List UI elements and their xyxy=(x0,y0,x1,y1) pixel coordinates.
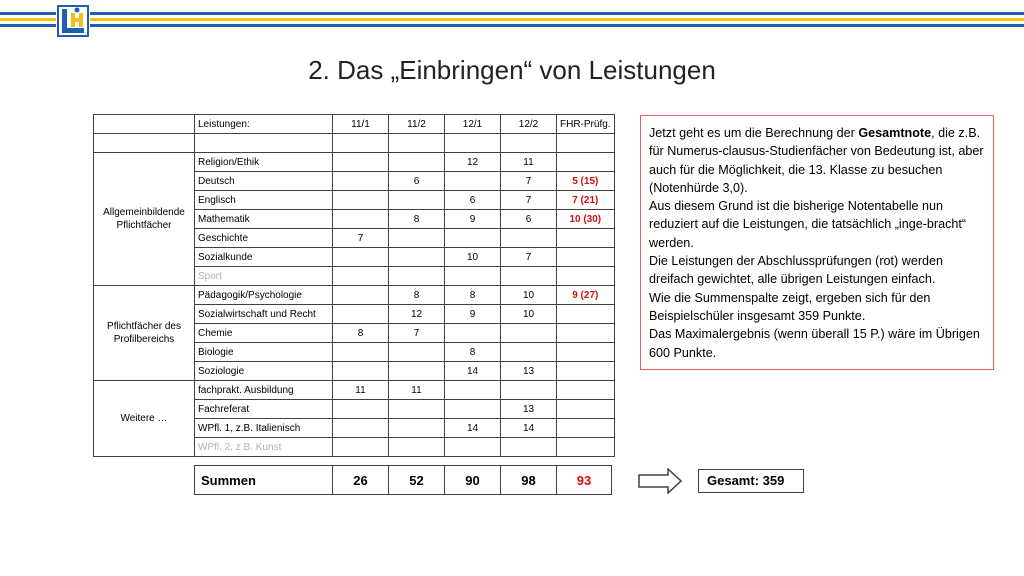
empty-cell xyxy=(333,134,389,153)
score-cell: 10 xyxy=(445,248,501,267)
subject-label: WPfl. 2, z.B. Kunst xyxy=(195,438,333,457)
subject-label: Sozialwirtschaft und Recht xyxy=(195,305,333,324)
fhr-score-cell: 10 (30) xyxy=(557,210,615,229)
column-header: 12/1 xyxy=(445,115,501,134)
score-cell: 8 xyxy=(333,324,389,343)
score-cell: 6 xyxy=(389,172,445,191)
score-cell xyxy=(445,172,501,191)
score-cell xyxy=(333,191,389,210)
score-cell xyxy=(333,172,389,191)
score-cell xyxy=(389,191,445,210)
score-cell: 9 xyxy=(445,210,501,229)
score-cell xyxy=(333,210,389,229)
page-title: 2. Das „Einbringen“ von Leistungen xyxy=(308,55,716,85)
score-cell xyxy=(501,267,557,286)
score-cell xyxy=(389,229,445,248)
explanation-box xyxy=(640,115,994,370)
score-cell: 7 xyxy=(333,229,389,248)
subject-label: Chemie xyxy=(195,324,333,343)
school-logo xyxy=(56,4,90,38)
summen-value: 26 xyxy=(333,466,389,495)
score-cell: 14 xyxy=(445,362,501,381)
explanation-text: Das Maximalergebnis (wenn überall 15 P.) wäre im Übrigen 600 Punkte. xyxy=(649,327,980,360)
column-header: FHR-Prüfg. xyxy=(557,115,615,134)
score-cell: 9 xyxy=(445,305,501,324)
right-arrow-icon xyxy=(638,468,682,494)
summen-label: Summen xyxy=(195,466,333,495)
score-cell: 10 xyxy=(501,305,557,324)
score-cell: 6 xyxy=(501,210,557,229)
score-cell: 7 xyxy=(501,191,557,210)
score-cell xyxy=(333,362,389,381)
subject-label: fachprakt. Ausbildung xyxy=(195,381,333,400)
subject-label: Englisch xyxy=(195,191,333,210)
subject-label: Fachreferat xyxy=(195,400,333,419)
fhr-score-cell xyxy=(557,400,615,419)
score-cell xyxy=(445,324,501,343)
summen-value: 90 xyxy=(445,466,501,495)
score-cell: 12 xyxy=(445,153,501,172)
fhr-score-cell xyxy=(557,381,615,400)
group-label: Weitere … xyxy=(94,381,195,457)
fhr-score-cell: 5 (15) xyxy=(557,172,615,191)
score-cell xyxy=(333,438,389,457)
score-cell xyxy=(501,381,557,400)
score-cell xyxy=(445,267,501,286)
score-cell: 13 xyxy=(501,400,557,419)
subject-label: Pädagogik/Psychologie xyxy=(195,286,333,305)
score-cell xyxy=(501,324,557,343)
header-stripe-blue-bottom xyxy=(0,24,1024,27)
group-label: Allgemeinbildende Pflichtfächer xyxy=(94,153,195,286)
explanation-bold: Gesamtnote xyxy=(858,126,932,140)
score-cell xyxy=(501,438,557,457)
score-cell xyxy=(445,381,501,400)
score-cell: 14 xyxy=(445,419,501,438)
header-stripe-yellow xyxy=(0,18,1024,21)
score-cell xyxy=(333,400,389,419)
score-cell xyxy=(501,229,557,248)
fhr-score-cell xyxy=(557,438,615,457)
table-row xyxy=(94,286,615,305)
score-cell: 7 xyxy=(501,172,557,191)
fhr-score-cell xyxy=(557,229,615,248)
subject-label: Sport xyxy=(195,267,333,286)
empty-cell xyxy=(195,134,333,153)
subject-label: Sozialkunde xyxy=(195,248,333,267)
fhr-score-cell xyxy=(557,267,615,286)
summen-value: 98 xyxy=(501,466,557,495)
fhr-score-cell: 7 (21) xyxy=(557,191,615,210)
score-cell: 6 xyxy=(445,191,501,210)
score-cell xyxy=(389,248,445,267)
score-cell xyxy=(445,229,501,248)
score-cell: 14 xyxy=(501,419,557,438)
subject-label: Geschichte xyxy=(195,229,333,248)
table-blank-row xyxy=(94,134,615,153)
fhr-score-cell xyxy=(557,153,615,172)
score-cell xyxy=(501,343,557,362)
subject-label: Soziologie xyxy=(195,362,333,381)
score-cell: 8 xyxy=(389,286,445,305)
score-cell xyxy=(333,419,389,438)
score-cell xyxy=(333,286,389,305)
score-cell xyxy=(389,362,445,381)
explanation-text: Wie die Summenspalte zeigt, ergeben sich für den Beispielschüler insgesamt 359 Punkte. xyxy=(649,290,931,323)
score-cell: 11 xyxy=(389,381,445,400)
score-cell: 8 xyxy=(389,210,445,229)
table-row xyxy=(94,381,615,400)
summen-table xyxy=(194,465,612,495)
score-cell xyxy=(389,419,445,438)
table-row xyxy=(94,153,615,172)
fhr-score-cell xyxy=(557,419,615,438)
subject-label: WPfl. 1, z.B. Italienisch xyxy=(195,419,333,438)
empty-cell xyxy=(445,134,501,153)
empty-cell xyxy=(557,134,615,153)
fhr-score-cell: 9 (27) xyxy=(557,286,615,305)
subject-label: Mathematik xyxy=(195,210,333,229)
score-cell: 13 xyxy=(501,362,557,381)
explanation-text: Aus diesem Grund ist die bisherige Notentabelle nun reduziert auf die Leistungen, die tatsächlich „inge-bracht“ werden. xyxy=(649,199,967,250)
score-cell xyxy=(445,438,501,457)
subject-label: Biologie xyxy=(195,343,333,362)
explanation-text: Die Leistungen der Abschlussprüfungen (rot) werden dreifach gewichtet, alle übrigen Leistungen einfach. xyxy=(649,254,944,287)
score-cell: 10 xyxy=(501,286,557,305)
header-empty-cell xyxy=(94,115,195,134)
column-header: 12/2 xyxy=(501,115,557,134)
fhr-score-cell xyxy=(557,362,615,381)
score-cell xyxy=(333,305,389,324)
score-cell: 8 xyxy=(445,286,501,305)
explanation-text: , die z.B. für Numerus-clausus-Studienfächer von Bedeutung ist, aber auch für die Möglichkeit, die 13. Klasse zu besuchen (Notenhürde 3,0). xyxy=(649,126,984,195)
score-cell xyxy=(333,153,389,172)
summen-value-fhr: 93 xyxy=(557,466,612,495)
score-cell xyxy=(333,267,389,286)
empty-cell xyxy=(389,134,445,153)
fhr-score-cell xyxy=(557,324,615,343)
score-cell: 11 xyxy=(501,153,557,172)
score-cell: 7 xyxy=(501,248,557,267)
summen-row xyxy=(195,466,612,495)
subject-label: Religion/Ethik xyxy=(195,153,333,172)
empty-cell xyxy=(501,134,557,153)
subject-label: Deutsch xyxy=(195,172,333,191)
fhr-score-cell xyxy=(557,305,615,324)
score-cell xyxy=(333,343,389,362)
empty-cell xyxy=(94,134,195,153)
score-cell xyxy=(389,400,445,419)
table-header-row xyxy=(94,115,615,134)
explanation-text: Jetzt geht es um die Berechnung der xyxy=(649,126,859,140)
score-cell: 7 xyxy=(389,324,445,343)
header-stripe-blue-top xyxy=(0,12,1024,15)
leistungen-table xyxy=(93,114,615,457)
group-label: Pflichtfächer des Profilbereichs xyxy=(94,286,195,381)
header-label: Leistungen: xyxy=(195,115,333,134)
score-cell: 12 xyxy=(389,305,445,324)
score-cell: 11 xyxy=(333,381,389,400)
score-cell xyxy=(389,267,445,286)
fhr-score-cell xyxy=(557,343,615,362)
summen-value: 52 xyxy=(389,466,445,495)
score-cell: 8 xyxy=(445,343,501,362)
score-cell xyxy=(333,248,389,267)
gesamt-box: Gesamt: 359 xyxy=(698,469,804,493)
score-cell xyxy=(389,438,445,457)
column-header: 11/1 xyxy=(333,115,389,134)
column-header: 11/2 xyxy=(389,115,445,134)
fhr-score-cell xyxy=(557,248,615,267)
score-cell xyxy=(445,400,501,419)
score-cell xyxy=(389,153,445,172)
score-cell xyxy=(389,343,445,362)
